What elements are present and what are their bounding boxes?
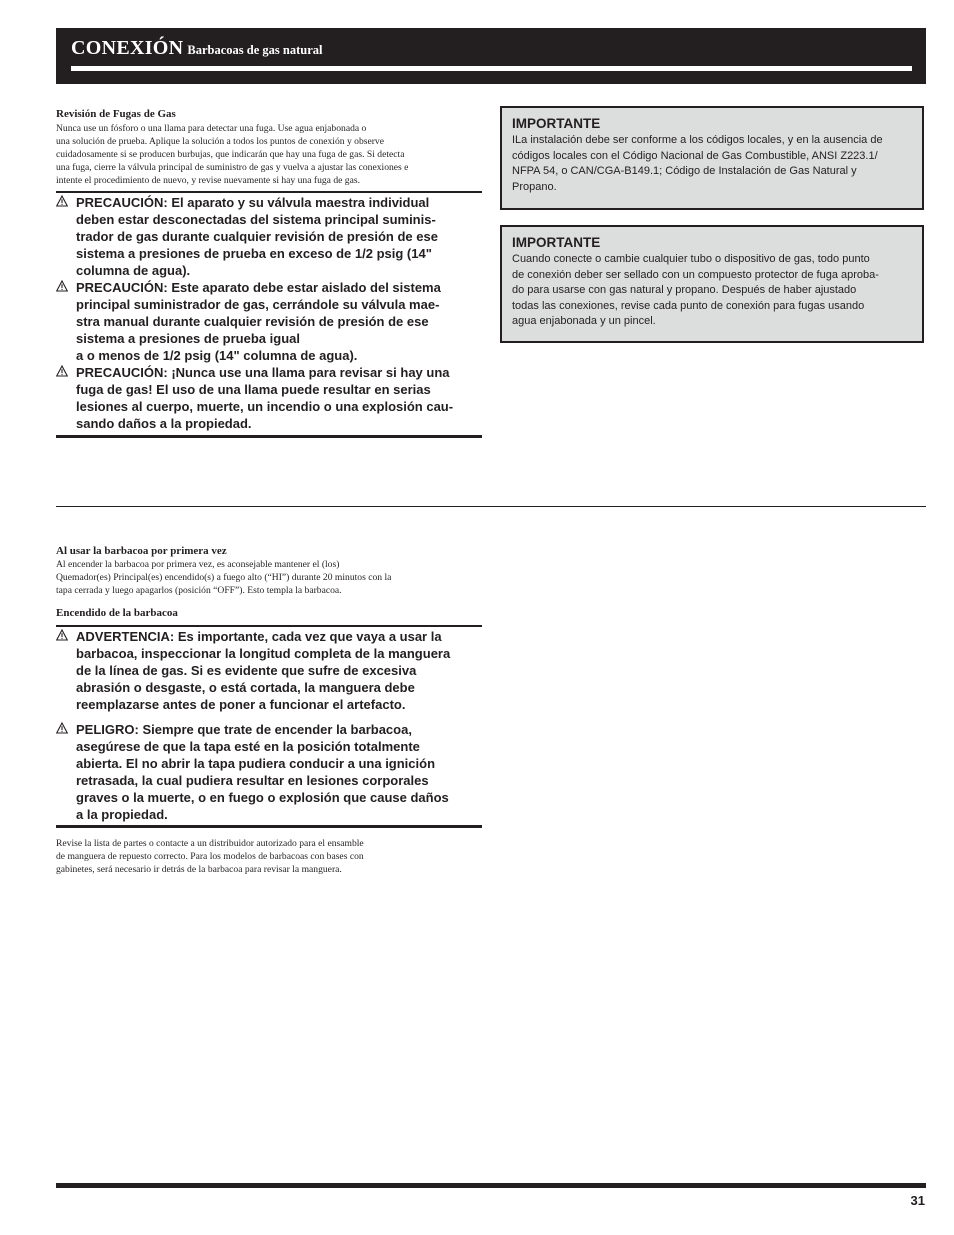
important-box-sealing [500,225,924,343]
body-line: Revise la lista de partes o contacte a un distribuidor autorizado para el ensamble [56,838,364,849]
caution-warning-1 [56,194,482,279]
body-line: gabinetes, será necesario ir detrás de la barbacoa para revisar la manguera. [56,864,342,875]
important-box-title: IMPORTANTE [512,116,601,131]
warning-line: PELIGRO: Siempre que trate de encender la barbacoa, [76,722,412,737]
warning-line: de la línea de gas. Si es evidente que sufre de excesiva [76,663,417,678]
warning-line: stra manual durante cualquier revisión de presión de ese [76,314,429,329]
warning-line: PRECAUCIÓN: El aparato y su válvula maestra individual [76,195,430,210]
box-line: ILa instalación debe ser conforme a los códigos locales, y en la ausencia de [512,134,883,146]
important-box-codes [500,106,924,210]
warning-line: a o menos de 1/2 psig (14" columna de agua). [76,348,358,363]
box-line: agua enjabonada y un pincel. [512,315,656,327]
box-line: todas las conexiones, revise cada punto de conexión para fugas usando [512,299,865,312]
warning-bottom-rule [56,435,482,438]
section-subtitle: Barbacoas de gas natural [187,43,323,57]
page-header [56,28,926,84]
warning-line: retrasada, la cual pudiera resultar en lesiones corporales [76,773,429,788]
warning-line: abierta. El no abrir la tapa pudiera conducir a una ignición [76,756,436,771]
header-title-group [71,37,323,60]
warning-line: ADVERTENCIA: Es importante, cada vez que vaya a usar la [76,629,442,644]
box-line: de conexión deber ser sellado con un compuesto protector de fuga aproba- [512,268,879,281]
warning-line: PRECAUCIÓN: Este aparato debe estar aislado del sistema [76,280,441,295]
lighting-warning-bottom-rule [56,825,482,828]
warning-line: sistema a presiones de prueba igual [76,331,300,346]
warning-top-rule [56,191,482,193]
first-use-body [56,558,391,597]
warning-line: asegúrese de que la tapa esté en la posición totalmente [76,739,420,754]
box-line: Cuando conecte o cambie cualquier tubo o dispositivo de gas, todo punto [512,253,870,265]
first-use-heading: Al usar la barbacoa por primera vez [56,545,227,557]
warning-line: sistema a presiones de prueba en exceso de 1/2 psig (14" [76,246,432,261]
warning-line: barbacoa, inspeccionar la longitud completa de la manguera [76,646,451,661]
page-number: 31 [910,1193,925,1208]
body-line: intente el procedimiento de nuevo, y revise nuevamente si hay una fuga de gas. [56,175,360,186]
warning-line: columna de agua). [76,263,191,278]
header-rule [71,66,912,71]
lighting-heading: Encendido de la barbacoa [56,607,178,619]
box-line: do para usarse con gas natural y propano. Después de haber ajustado [512,284,857,296]
warning-line: a la propiedad. [76,807,168,822]
body-line: de manguera de repuesto correcto. Para los modelos de barbacoas con bases con [56,851,364,862]
warning-line: trador de gas durante cualquier revisión de presión de ese [76,229,438,244]
box-line: Propano. [512,180,557,193]
body-line: Quemador(es) Principal(es) encendido(s) a fuego alto (“HI”) durante 20 minutos con la [56,572,392,583]
warning-line: sando daños a la propiedad. [76,416,252,431]
warning-line: fuga de gas! El uso de una llama puede resultar en serias [76,382,431,397]
caution-warning-3 [56,364,482,432]
warning-line: reemplazarse antes de poner a funcionar el artefacto. [76,697,406,712]
important-box-title: IMPORTANTE [512,235,601,250]
advertencia-warning [56,628,482,713]
hose-replacement-note [56,837,364,876]
warning-line: PRECAUCIÓN: ¡Nunca use una llama para revisar si hay una [76,365,450,380]
lighting-warning-top-rule [56,625,482,627]
body-line: una fuga, cierre la válvula principal de suministro de gas y vuelva a ajustar las conexiones e [56,162,409,173]
warning-line: abrasión o desgaste, o está cortada, la manguera debe [76,680,415,695]
footer-rule [56,1183,926,1188]
section-divider [56,506,926,507]
box-line: NFPA 54, o CAN/CGA-B149.1; Código de Instalación de Gas Natural y [512,165,857,177]
box-line: códigos locales con el Código Nacional de Gas Combustible, ANSI Z223.1/ [512,149,878,162]
caution-warning-2 [56,279,482,364]
peligro-warning [56,721,482,823]
warning-line: lesiones al cuerpo, muerte, un incendio o una explosión cau- [76,399,454,414]
important-box-text [512,133,883,195]
warning-line: deben estar desconectadas del sistema principal suminis- [76,212,436,227]
leak-check-heading: Revisión de Fugas de Gas [56,108,176,120]
leak-check-body [56,122,408,187]
warning-line: graves o la muerte, o en fuego o explosión que cause daños [76,790,449,805]
body-line: una solución de prueba. Aplique la solución a todos los puntos de conexión y observe [56,136,384,147]
important-box-text [512,252,879,330]
body-line: tapa cerrada y luego apagarlos (posición “OFF”). Esto templa la barbacoa. [56,585,342,596]
section-title: CONEXIÓN [71,37,184,59]
warning-line: principal suministrador de gas, cerrándole su válvula mae- [76,297,440,312]
body-line: Nunca use un fósforo o una llama para detectar una fuga. Use agua enjabonada o [56,123,367,134]
body-line: cuidadosamente si se producen burbujas, que indicarán que hay una fuga de gas. Si detecta [56,149,405,160]
body-line: Al encender la barbacoa por primera vez, es aconsejable mantener el (los) [56,559,340,570]
